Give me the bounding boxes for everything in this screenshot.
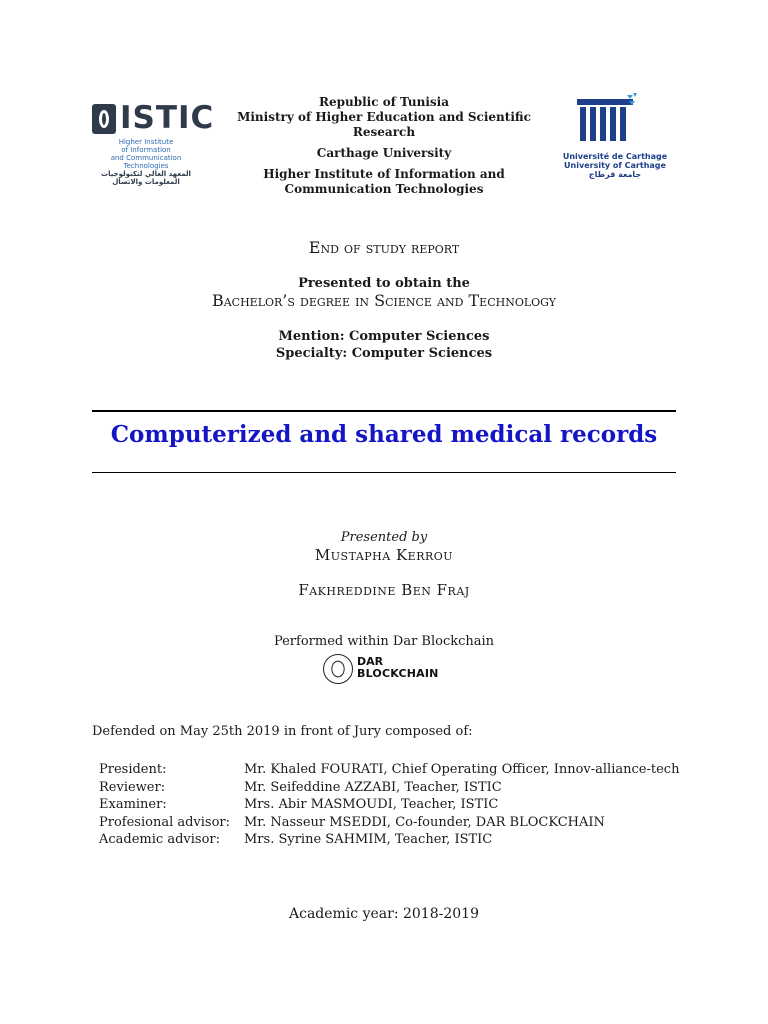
jury-role: Profesional advisor:	[99, 814, 231, 830]
institution-header	[234, 95, 534, 197]
jury-list	[99, 761, 679, 849]
jury-role: Academic advisor:	[99, 832, 220, 847]
carthage-name-en: University of Carthage	[564, 161, 666, 170]
academic-year: Academic year: 2018-2019	[289, 906, 479, 922]
jury-member: Mrs. Abir MASMOUDI, Teacher, ISTIC	[244, 797, 499, 812]
istic-mark-icon	[92, 104, 116, 134]
header-ministry: Ministry of Higher Education and Scientific	[237, 110, 531, 124]
header-institute-line2: Communication Technologies	[284, 182, 484, 196]
carthage-logo-text	[560, 152, 670, 179]
presented-to: Presented to obtain the	[298, 276, 470, 291]
presented-by-label: Presented by	[340, 530, 428, 545]
title-rule-bottom	[92, 472, 676, 473]
dar-logo-word-1: DAR	[357, 655, 384, 668]
jury-member: Mr. Khaled FOURATI, Chief Operating Officer, Innov-alliance-tech	[244, 762, 680, 777]
istic-subtitle	[90, 138, 202, 186]
jury-member: Mrs. Syrine SAHMIM, Teacher, ISTIC	[244, 832, 493, 847]
defense-statement: Defended on May 25th 2019 in front of Jury composed of:	[92, 724, 473, 739]
jury-row	[99, 831, 679, 849]
jury-member: Mr. Nasseur MSEDDI, Co-founder, DAR BLOCKCHAIN	[244, 814, 605, 830]
jury-role: Reviewer:	[99, 779, 166, 795]
dar-logo-word-2: BLOCKCHAIN	[357, 667, 439, 680]
author-2: Fakhreddine Ben Fraj	[298, 581, 470, 599]
header-university: Carthage University	[316, 146, 452, 160]
title-rule-top	[92, 410, 676, 412]
mention: Mention: Computer Sciences	[278, 329, 490, 344]
header-republic: Republic of Tunisia	[319, 95, 449, 109]
jury-row	[99, 796, 679, 814]
performed-within: Performed within Dar Blockchain	[273, 634, 495, 649]
istic-sub-line-2: of Information	[121, 146, 171, 154]
istic-sub-arabic: المعهد العالي لتكنولوجيات المعلومات والاتصال	[101, 170, 191, 186]
istic-wordmark: ISTIC	[120, 100, 215, 136]
istic-sub-line-1: Higher Institute	[118, 138, 174, 146]
istic-logo	[90, 100, 215, 186]
header-research: Research	[352, 125, 416, 139]
dar-blockchain-logo	[323, 654, 445, 686]
jury-member: Mr. Seifeddine AZZABI, Teacher, ISTIC	[244, 779, 502, 795]
jury-row	[99, 779, 679, 797]
jury-role: President:	[99, 762, 167, 777]
dar-blockchain-icon	[323, 654, 353, 684]
author-1: Mustapha Kerrou	[314, 546, 454, 564]
carthage-name-fr: Université de Carthage	[562, 152, 668, 161]
carthage-pillars-icon	[577, 93, 637, 145]
header-institute-line1: Higher Institute of Information and	[263, 167, 505, 181]
carthage-name-ar: جامعة قرطاج	[588, 170, 642, 179]
specialty: Specialty: Computer Sciences	[275, 346, 493, 361]
degree: Bachelor’s degree in Science and Technology	[211, 291, 557, 310]
jury-row	[99, 761, 679, 779]
jury-role: Examiner:	[99, 797, 167, 812]
report-type: End of study report	[308, 238, 460, 257]
carthage-university-logo	[560, 88, 670, 188]
istic-sub-line-3: and Communication Technologies	[110, 154, 182, 170]
jury-row	[99, 814, 679, 832]
report-title: Computerized and shared medical records	[110, 421, 658, 448]
